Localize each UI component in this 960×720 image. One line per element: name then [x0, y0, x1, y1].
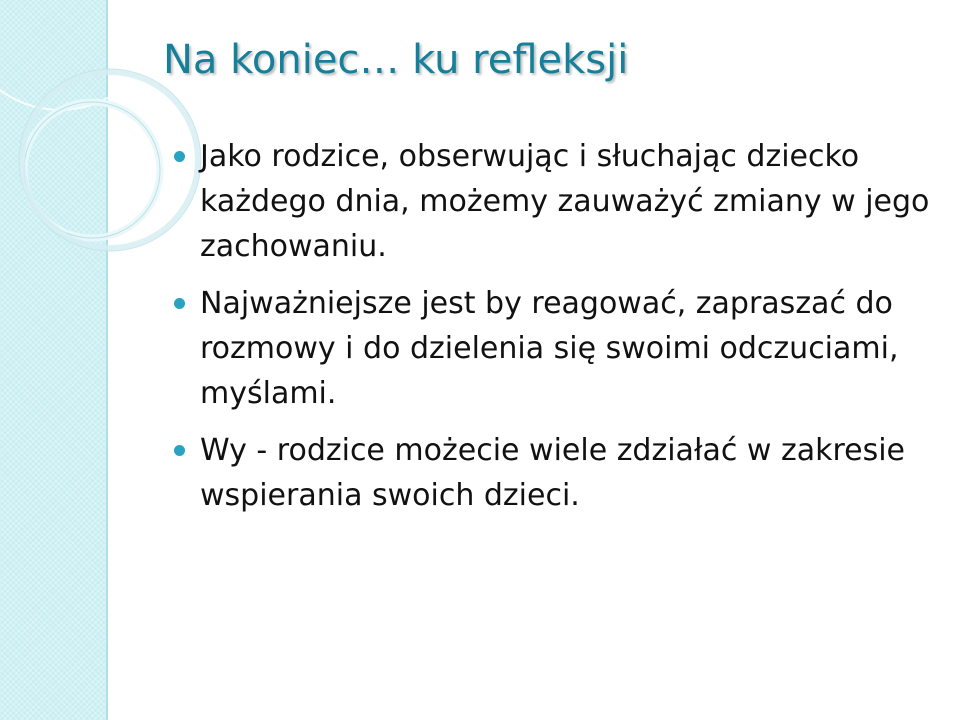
- bullet-item: [170, 281, 940, 416]
- bullet-text: Jako rodzice, obserwując i słuchając dziecko każdego dnia, możemy zauważyć zmiany w jego zachowaniu.: [200, 139, 930, 264]
- bullet-list: [170, 134, 940, 530]
- bullet-item: [170, 134, 940, 269]
- bullet-dot-icon: [174, 298, 185, 309]
- bullet-dot-icon: [174, 151, 185, 162]
- slide-title: Na koniec… ku refleksji: [163, 37, 629, 83]
- bullet-dot-icon: [174, 445, 185, 456]
- bullet-text: Wy - rodzice możecie wiele zdziałać w zakresie wspierania swoich dzieci.: [200, 433, 906, 513]
- bullet-item: [170, 428, 940, 518]
- bullet-text: Najważniejsze jest by reagować, zapraszać do rozmowy i do dzielenia się swoimi odczuciami, myślami.: [200, 286, 899, 411]
- decorative-arc-large: [0, 0, 160, 110]
